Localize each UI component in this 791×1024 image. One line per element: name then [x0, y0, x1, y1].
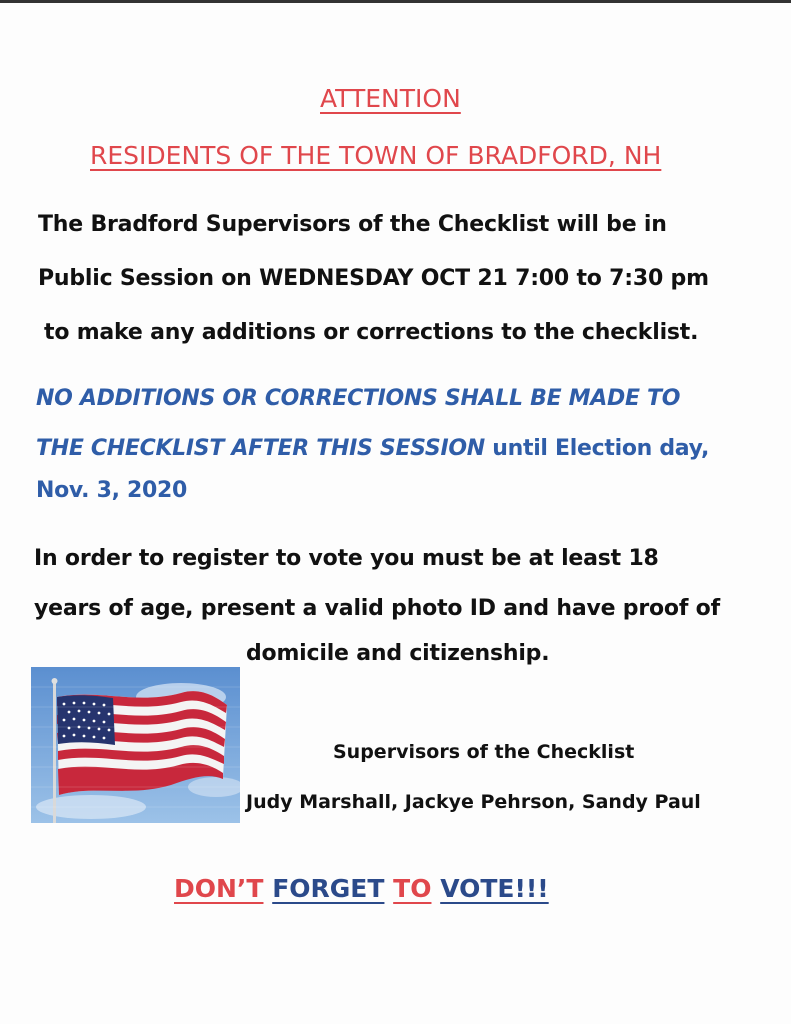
top-border: [0, 0, 791, 3]
attention-heading: ATTENTION: [320, 84, 461, 113]
notice-line-2-normal: until Election day,: [484, 436, 710, 461]
notice-line-2-italic: THE CHECKLIST AFTER THIS SESSION: [36, 436, 485, 461]
session-line-2: Public Session on WEDNESDAY OCT 21 7:00 to 7:30 pm: [38, 266, 709, 291]
american-flag-image: [31, 667, 240, 823]
signature-title: Supervisors of the Checklist: [333, 741, 635, 763]
signature-names: Judy Marshall, Jackye Pehrson, Sandy Paul: [246, 791, 701, 813]
notice-line-3: Nov. 3, 2020: [36, 478, 188, 503]
vote-word-forget: FORGET: [272, 874, 385, 903]
vote-word-dont: DON’T: [174, 874, 264, 903]
session-line-1: The Bradford Supervisors of the Checklist will be in: [38, 212, 667, 237]
notice-line-2: [36, 436, 709, 461]
notice-line-1: NO ADDITIONS OR CORRECTIONS SHALL BE MADE TO: [36, 386, 681, 411]
registration-line-1: In order to register to vote you must be at least 18: [34, 546, 659, 571]
vote-reminder: [174, 874, 549, 903]
session-line-3: to make any additions or corrections to the checklist.: [44, 320, 699, 345]
registration-line-3: domicile and citizenship.: [246, 641, 550, 666]
vote-word-vote: VOTE!!!: [440, 874, 549, 903]
vote-word-to: TO: [393, 874, 432, 903]
residents-heading: RESIDENTS OF THE TOWN OF BRADFORD, NH: [90, 141, 662, 170]
registration-line-2: years of age, present a valid photo ID and have proof of: [34, 596, 720, 621]
